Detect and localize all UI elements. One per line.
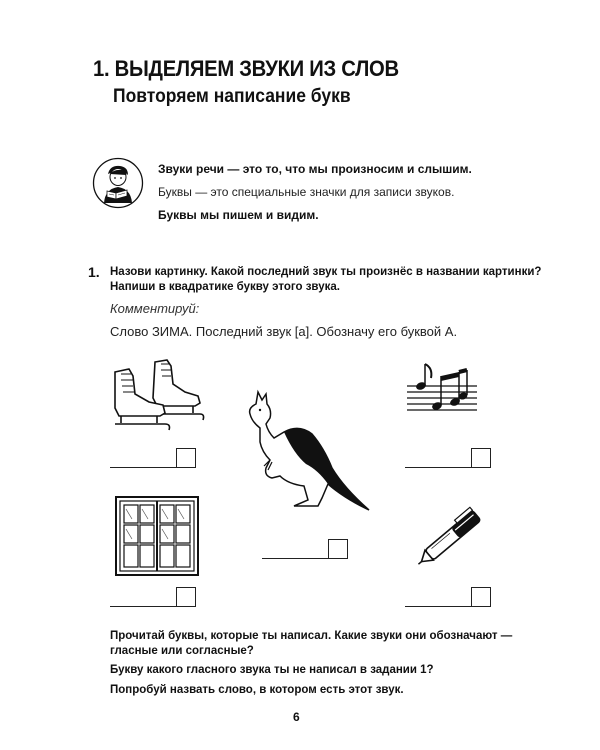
rule-line-writing: Буквы мы пишем и видим. — [158, 208, 319, 222]
question-3: Попробуй назвать слово, в котором есть этот звук. — [110, 684, 404, 696]
answer-line — [262, 558, 328, 559]
letter-box[interactable] — [471, 448, 491, 468]
letter-box[interactable] — [471, 587, 491, 607]
answer-field-pen[interactable] — [405, 587, 491, 607]
exercise-instruction-line2: Напиши в квадратике букву этого звука. — [110, 281, 340, 293]
exercise-number: 1. — [88, 264, 100, 280]
kangaroo-icon — [244, 388, 374, 518]
rule-line-speech-sounds: Звуки речи — это то, что мы произносим и слышим. — [158, 162, 472, 176]
answer-field-window[interactable] — [110, 587, 196, 607]
window-icon — [114, 495, 200, 577]
answer-line — [110, 467, 176, 468]
page-title: 1. ВЫДЕЛЯЕМ ЗВУКИ ИЗ СЛОВ — [93, 56, 399, 81]
answer-field-skates[interactable] — [110, 448, 196, 468]
skates-icon — [105, 358, 205, 433]
music-notes-icon — [405, 358, 480, 418]
question-1-line2: гласные или согласные? — [110, 645, 254, 657]
letter-box[interactable] — [176, 448, 196, 468]
question-1-line1: Прочитай буквы, которые ты написал. Какие звуки они обозначают — — [110, 630, 513, 642]
answer-line — [405, 606, 471, 607]
rule-line-letters: Буквы — это специальные значки для записи звуков. — [158, 185, 455, 199]
answer-field-kangaroo[interactable] — [262, 539, 348, 559]
answer-line — [110, 606, 176, 607]
answer-field-notes[interactable] — [405, 448, 491, 468]
page-number: 6 — [293, 710, 300, 724]
comment-text: Слово ЗИМА. Последний звук [а]. Обозначу его буквой А. — [110, 324, 458, 339]
question-2: Букву какого гласного звука ты не написал в задании 1? — [110, 664, 434, 676]
answer-line — [405, 467, 471, 468]
pen-icon — [408, 496, 500, 574]
comment-label: Комментируй: — [110, 301, 200, 316]
page-subtitle: Повторяем написание букв — [113, 86, 351, 107]
exercise-instruction-line1: Назови картинку. Какой последний звук ты произнёс в названии картинки? — [110, 266, 542, 278]
letter-box[interactable] — [328, 539, 348, 559]
reading-boy-icon — [92, 157, 144, 209]
letter-box[interactable] — [176, 587, 196, 607]
